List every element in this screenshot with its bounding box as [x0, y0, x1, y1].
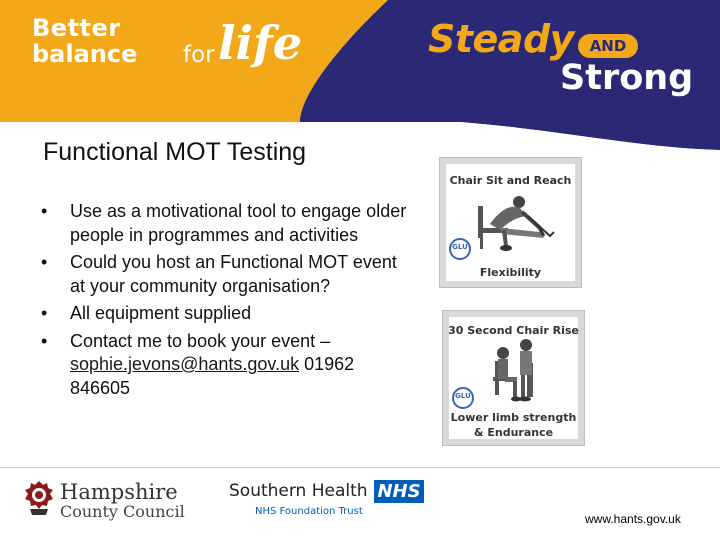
card-caption-line2: & Endurance [473, 426, 554, 439]
hampshire-wordmark: Hampshire [60, 480, 178, 504]
bullet-item [28, 330, 408, 401]
brand-and: AND [578, 34, 638, 58]
county-council-wordmark: County Council [60, 502, 185, 521]
brand-strong: Strong [560, 58, 694, 98]
slide-title: Functional MOT Testing [43, 138, 307, 166]
bullet-dot: • [41, 201, 48, 221]
brand-balance: balance [32, 40, 138, 68]
footer-divider [0, 467, 720, 468]
glu-badge-label: GLU [455, 392, 471, 400]
bullet-text: Could you host an Functional MOT event at your community organisation? [70, 252, 397, 296]
bullet-text: Use as a motivational tool to engage older people in programmes and activities [70, 201, 407, 245]
brand-steady: Steady [428, 17, 574, 61]
contact-prefix: Contact me to book your event – [70, 330, 331, 351]
card-title: 30 Second Chair Rise [448, 324, 579, 337]
card-chair-sit-reach [439, 157, 582, 288]
brand-better: Better [32, 14, 121, 42]
bullet-item [28, 200, 408, 247]
nhs-foundation-trust-label: NHS Foundation Trust [255, 506, 363, 517]
card-30s-chair-rise [442, 310, 585, 446]
bullet-text: All equipment supplied [70, 303, 252, 323]
southern-health-wordmark: Southern Health [229, 481, 368, 501]
glu-badge-label: GLU [452, 243, 468, 251]
contact-phone: 01962 846605 [70, 354, 355, 398]
bullet-dot: • [41, 252, 48, 272]
bullet-item [28, 251, 408, 298]
nhs-logo: NHS [374, 480, 424, 503]
brand-for: for [183, 42, 215, 68]
bullet-dot: • [41, 303, 48, 323]
hampshire-crest-icon [24, 480, 54, 516]
bullet-item [28, 302, 408, 326]
contact-email-link[interactable]: sophie.jevons@hants.gov.uk [70, 354, 300, 374]
bullet-dot: • [41, 330, 48, 351]
bullet-list [28, 200, 408, 404]
website-link[interactable]: www.hants.gov.uk [585, 512, 681, 526]
card-caption: Flexibility [479, 266, 542, 279]
card-title: Chair Sit and Reach [449, 174, 572, 187]
card-caption-line1: Lower limb strength [450, 411, 577, 424]
brand-life: life [218, 16, 303, 70]
